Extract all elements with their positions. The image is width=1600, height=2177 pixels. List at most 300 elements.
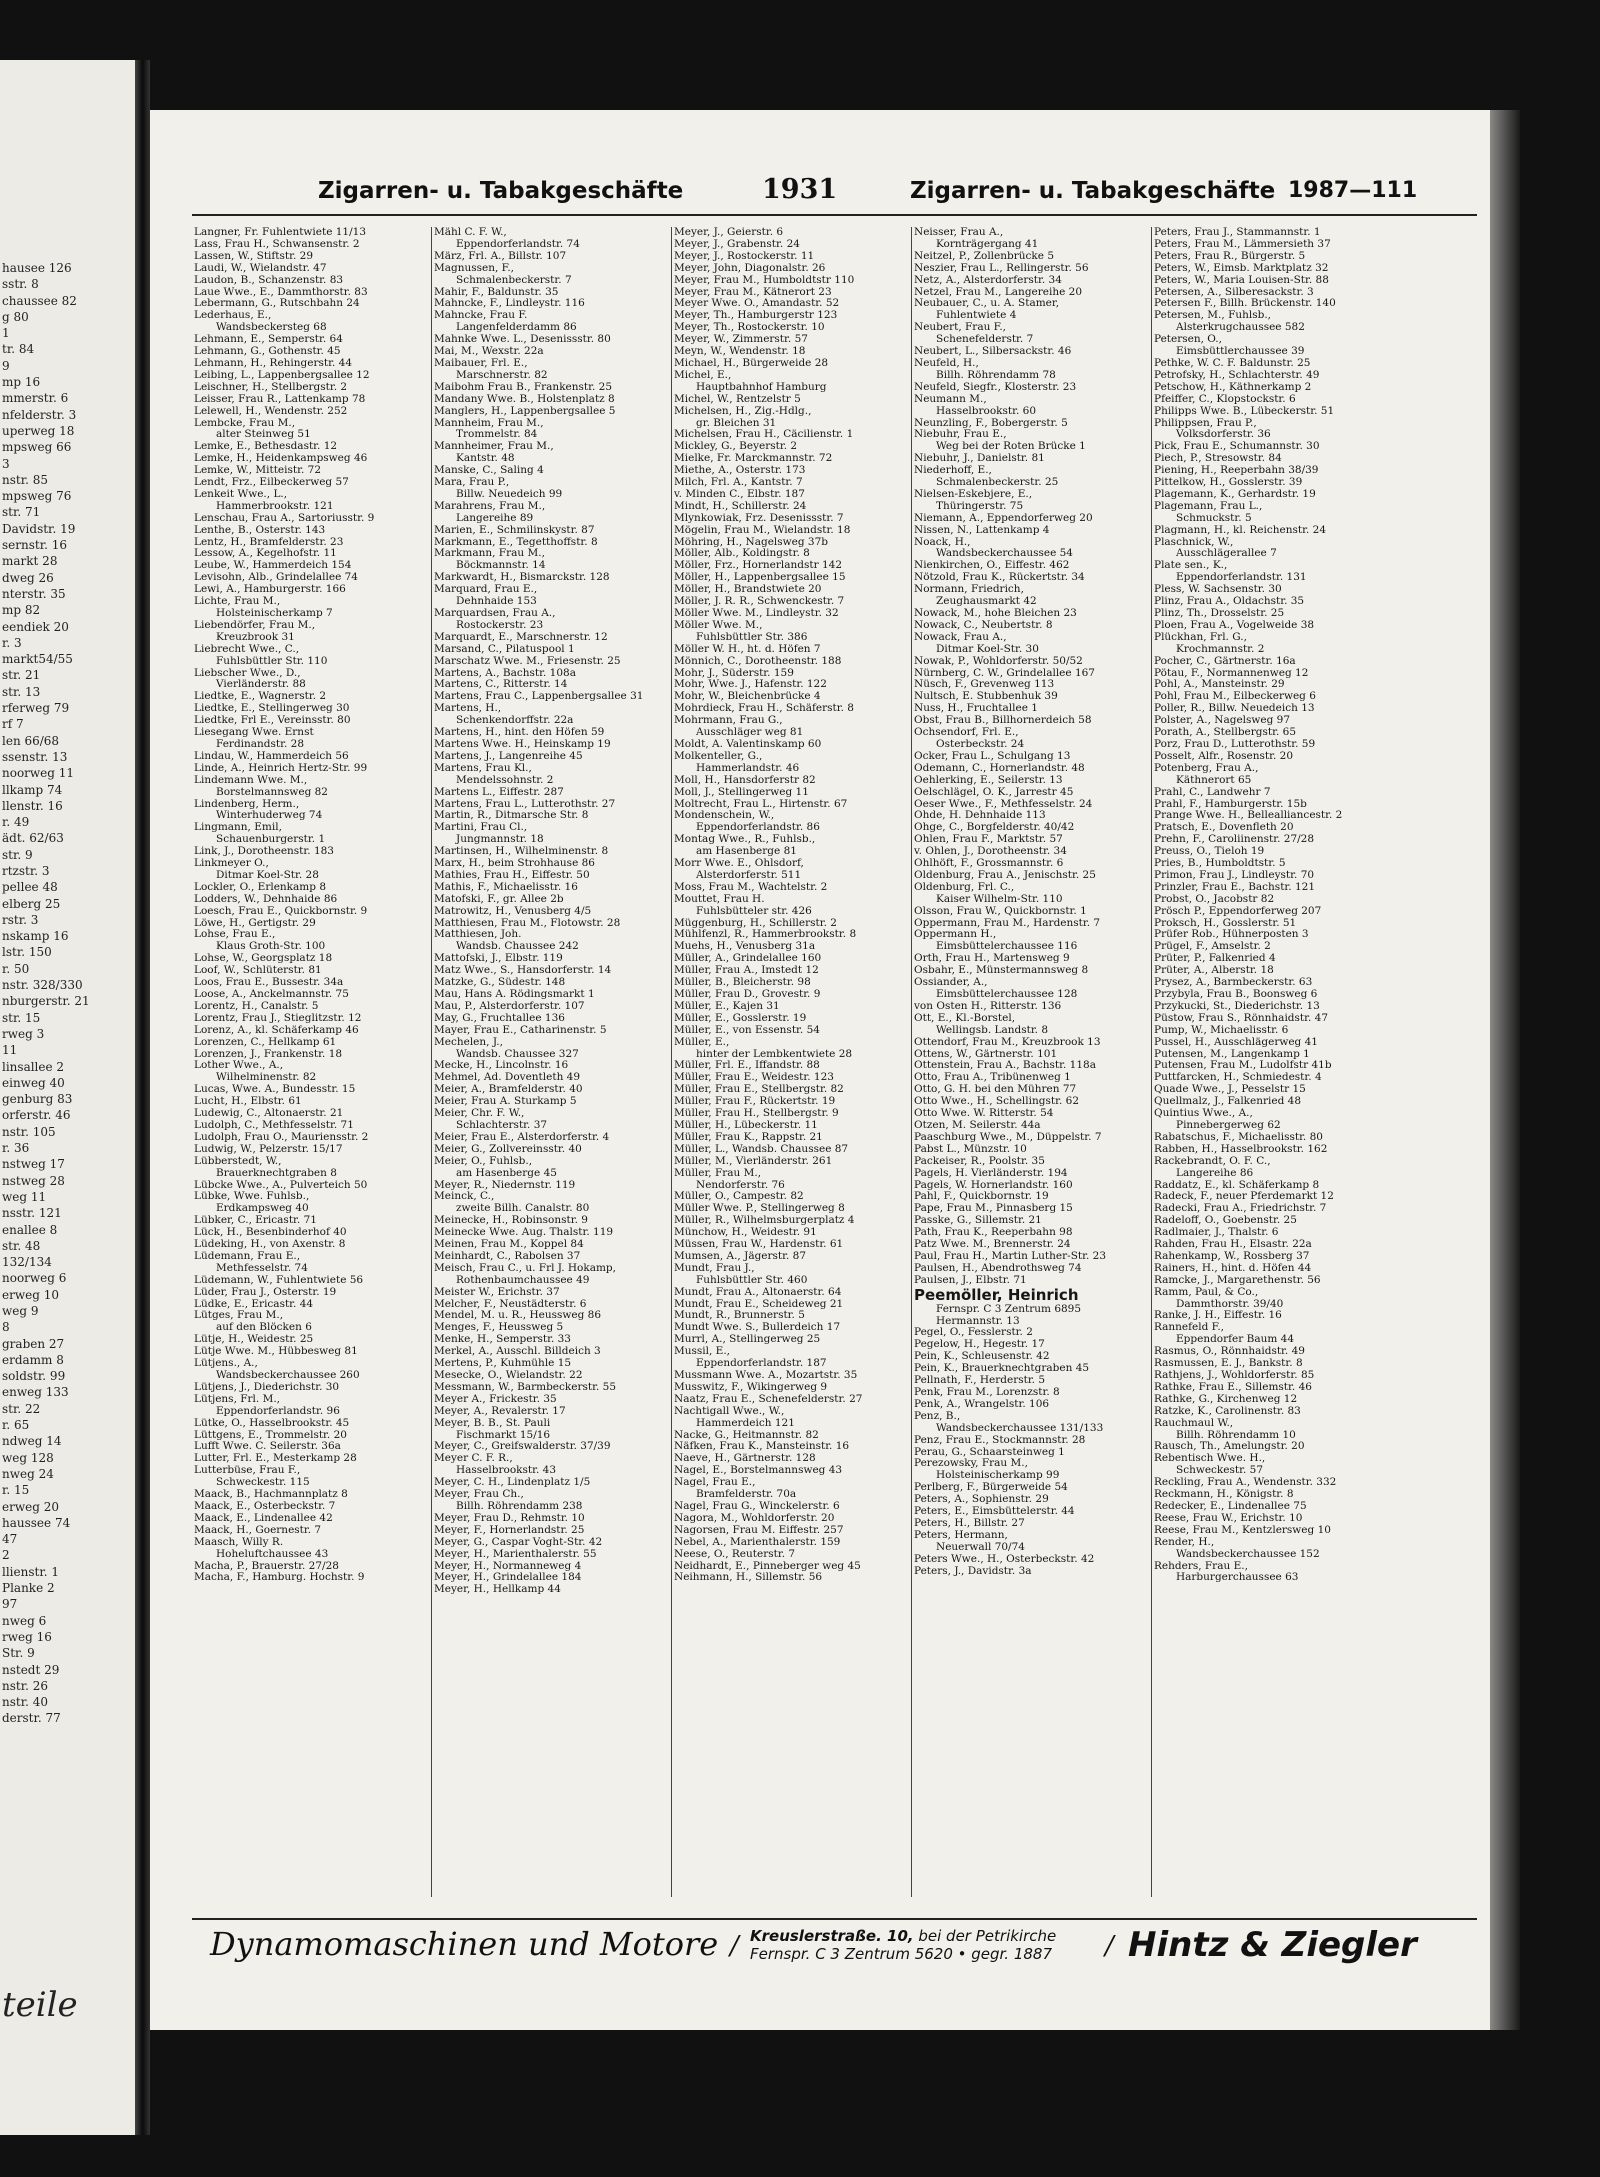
directory-entry: Michel, E.,: [674, 369, 732, 381]
directory-entry: Lütke, O., Hasselbrookstr. 45: [194, 1417, 350, 1429]
directory-entry: Müller, Frau M.,: [674, 1167, 762, 1179]
directory-entry: Pein, K., Schleusenstr. 42: [914, 1351, 1050, 1363]
directory-entry: Michael, H., Bürgerweide 28: [674, 357, 829, 369]
directory-entry: Lück, H., Besenbinderhof 40: [194, 1227, 347, 1239]
directory-entry: Pötau, F., Normannenweg 12: [1154, 667, 1309, 679]
directory-entry: Lebermann, G., Rutschbahn 24: [194, 298, 360, 310]
directory-entry: Path, Frau K., Reeperbahn 98: [914, 1227, 1073, 1239]
directory-entry: Rasmussen, E. J., Bankstr. 8: [1154, 1358, 1303, 1370]
directory-entry: Thüringerstr. 75: [936, 500, 1024, 512]
directory-entry: Pape, Frau M., Pinnasberg 15: [914, 1203, 1073, 1215]
directory-entry: Peters, A., Sophienstr. 29: [914, 1494, 1049, 1506]
directory-entry: Reckling, Frau A., Wendenstr. 332: [1154, 1477, 1337, 1489]
directory-entry: Perezowsky, Frau M.,: [914, 1458, 1028, 1470]
listing-column-5: [1154, 227, 1386, 1584]
directory-entry: Leibing, L., Lappenbergsallee 12: [194, 369, 370, 381]
directory-entry: Marien, E., Schmilinskystr. 87: [434, 524, 595, 536]
directory-entry: Ocker, Frau L., Schulgang 13: [914, 750, 1071, 762]
directory-entry: Pellnath, F., Herderstr. 5: [914, 1375, 1046, 1387]
directory-entry: Lass, Frau H., Schwansenstr. 2: [194, 238, 360, 250]
directory-entry: Ditmar Koel-Str. 30: [936, 643, 1039, 655]
directory-entry: Nowak, P., Wohldorferstr. 50/52: [914, 655, 1083, 667]
directory-entry: Primon, Frau J., Lindleystr. 70: [1154, 869, 1315, 881]
directory-entry: Peters, Frau R., Bürgerstr. 5: [1154, 250, 1306, 262]
directory-entry: Lederhaus, E.,: [194, 310, 272, 322]
directory-entry: Mesecke, O., Wielandstr. 22: [434, 1370, 583, 1381]
directory-entry: Mondenschein, W.,: [674, 810, 775, 822]
directory-entry: Winterhuderweg 74: [216, 810, 323, 822]
directory-entry: Redecker, E., Lindenallee 75: [1154, 1500, 1307, 1512]
directory-entry: Nowack, M., hohe Bleichen 23: [914, 608, 1077, 619]
left-page-line: ssenstr. 13: [2, 749, 68, 764]
directory-entry: Rathjens, J., Wohldorferstr. 85: [1154, 1370, 1315, 1381]
directory-entry: Lübberstedt, W.,: [194, 1155, 282, 1167]
directory-entry: Lutter, Frl. E., Mesterkamp 28: [194, 1453, 357, 1465]
directory-entry: Mandany Wwe. B., Holstenplatz 8: [434, 393, 615, 405]
directory-entry: Manske, C., Saling 4: [434, 465, 544, 477]
directory-entry: Mathies, Frau H., Eiffestr. 50: [434, 869, 590, 881]
directory-entry: Martens Wwe. H., Heinskamp 19: [434, 738, 611, 750]
directory-entry: Lorenz, A., kl. Schäferkamp 46: [194, 1024, 359, 1036]
directory-entry: Peters, H., Billstr. 27: [914, 1517, 1025, 1529]
directory-entry: Maack, E., Lindenallee 42: [194, 1512, 333, 1524]
directory-entry: Wandsb. Chaussee 242: [456, 941, 579, 953]
directory-entry: Osbahr, E., Münstermannsweg 8: [914, 965, 1089, 977]
directory-entry: Ottenstein, Frau A., Bachstr. 118a: [914, 1060, 1096, 1072]
directory-entry: Eppendorferlandstr. 74: [456, 238, 580, 250]
directory-entry: Pittelkow, H., Gosslerstr. 39: [1154, 477, 1303, 489]
left-page-line: nstr. 40: [2, 1695, 49, 1710]
directory-entry: Lucht, H., Elbstr. 61: [194, 1096, 302, 1108]
directory-entry: Lemke, E., Bethesdastr. 12: [194, 441, 338, 453]
directory-entry: Netz, A., Alsterdorferstr. 34: [914, 274, 1062, 286]
directory-entry: Marx, H., beim Strohhause 86: [434, 858, 595, 870]
directory-entry: Hasselbrookstr. 60: [936, 405, 1037, 417]
directory-entry: Matthiesen, Joh.: [434, 929, 522, 941]
directory-entry: Meinecke, H., Robinsonstr. 9: [434, 1215, 588, 1227]
directory-entry: Möller Wwe. M.,: [674, 619, 763, 631]
directory-entry: Ott, E., Kl.-Borstel,: [914, 1012, 1016, 1024]
left-page-footer: teile: [2, 1985, 78, 2025]
directory-entry: Marquard, Frau E.,: [434, 584, 538, 596]
directory-entry: Nagora, M., Wohldorferstr. 20: [674, 1512, 835, 1524]
directory-entry: Ottendorf, Frau M., Kreuzbrook 13: [914, 1036, 1101, 1048]
directory-entry: Meinck, C.,: [434, 1191, 495, 1203]
left-page-line: Planke 2: [2, 1581, 55, 1596]
directory-entry: Meier, A., Bramfelderstr. 40: [434, 1084, 583, 1096]
directory-entry: Rahden, Frau H., Elsastr. 22a: [1154, 1239, 1312, 1251]
ad-street: Kreuslerstraße. 10,: [750, 1927, 914, 1945]
directory-entry: Maack, E., Osterbeckstr. 7: [194, 1500, 336, 1512]
directory-entry: Rehders, Frau E.,: [1154, 1560, 1248, 1572]
directory-entry: Schenefelderstr. 7: [936, 334, 1034, 346]
directory-entry: Meinhardt, C., Rabolsen 37: [434, 1250, 581, 1262]
directory-entry: Mahncke, F., Lindleystr. 116: [434, 298, 585, 310]
directory-entry: Mathis, F., Michaelisstr. 16: [434, 881, 578, 893]
directory-entry: Moss, Frau M., Wachtelstr. 2: [674, 881, 828, 893]
directory-entry: Pegelow, H., Hegestr. 17: [914, 1339, 1045, 1351]
directory-entry: Nuss, H., Fruchtallee 1: [914, 703, 1038, 715]
directory-entry: Mussil, E.,: [674, 1346, 731, 1358]
left-page-line: Str. 9: [2, 1646, 35, 1661]
directory-entry: Ausschläger weg 81: [696, 727, 804, 739]
directory-entry: Manglers, H., Lappenbergsallee 5: [434, 405, 616, 417]
directory-entry: Milch, Frl. A., Kantstr. 7: [674, 477, 803, 489]
left-page-line: haussee 74: [2, 1515, 71, 1530]
directory-entry: Otto Wwe. W. Ritterstr. 54: [914, 1108, 1054, 1120]
directory-entry: Paul, Frau H., Martin Luther-Str. 23: [914, 1250, 1107, 1262]
directory-entry: Ohde, H. Dehnhaide 113: [914, 810, 1046, 822]
directory-entry: Moltrecht, Frau L., Hirtenstr. 67: [674, 798, 848, 810]
directory-entry: Lenthe, B., Osterstr. 143: [194, 524, 326, 536]
directory-entry: Perau, G., Schaarsteinweg 1: [914, 1446, 1065, 1458]
directory-entry: Peters, W., Maria Louisen-Str. 88: [1154, 274, 1329, 286]
left-page-line: nstweg 28: [2, 1173, 65, 1188]
directory-entry: Rahenkamp, W., Rossberg 37: [1154, 1250, 1310, 1262]
directory-entry: Lütges, Frau M.,: [194, 1310, 284, 1322]
left-page-line: rferweg 79: [2, 701, 70, 716]
directory-entry: Mouttet, Frau H.: [674, 893, 765, 905]
directory-entry: Levisohn, Alb., Grindelallee 74: [194, 572, 358, 584]
directory-entry: Lohse, Frau E.,: [194, 929, 276, 941]
directory-entry: Pocher, C., Gärtnerstr. 16a: [1154, 655, 1296, 667]
directory-entry: Müller, Frau A., Imstedt 12: [674, 965, 819, 977]
column-divider: [1151, 227, 1152, 1897]
directory-entry: Meyer, J., Geierstr. 6: [674, 227, 784, 238]
left-page-line: 1: [2, 326, 10, 341]
directory-entry: Penz, Frau E., Stockmannstr. 28: [914, 1434, 1086, 1446]
directory-entry: Obst, Frau B., Billhornerdeich 58: [914, 715, 1092, 727]
directory-entry: Pahl, F., Quickbornstr. 19: [914, 1191, 1049, 1203]
left-page-line: r. 36: [2, 1141, 30, 1156]
directory-entry: Rabben, H., Hasselbrookstr. 162: [1154, 1143, 1328, 1155]
left-page-line: nstweg 17: [2, 1157, 65, 1172]
directory-entry: Martens, Frau Kl.,: [434, 762, 532, 774]
running-header-left: Zigarren- u. Tabakgeschäfte: [318, 178, 684, 204]
directory-entry: Liedtke, E., Wagnerstr. 2: [194, 691, 327, 703]
left-page-line: r. 50: [2, 961, 30, 976]
directory-entry: Billw. Neuedeich 99: [456, 488, 563, 500]
left-page-line: sstr. 8: [2, 277, 39, 292]
directory-entry: Oehlerking, E., Seilerstr. 13: [914, 774, 1063, 786]
directory-entry: Przykucki, St., Diederichstr. 13: [1154, 1000, 1320, 1012]
directory-entry: Loos, Frau E., Bussestr. 34a: [194, 977, 344, 989]
directory-entry: Oldenburg, Frl. C.,: [914, 881, 1015, 893]
directory-entry: Müller, E.,: [674, 1036, 730, 1048]
directory-entry: Meyn, W., Wendenstr. 18: [674, 346, 806, 358]
directory-entry: Pagels, H. Vierländerstr. 194: [914, 1167, 1068, 1179]
left-page-line: weg 128: [2, 1450, 54, 1465]
directory-entry: Pless, W. Sachsenstr. 30: [1154, 584, 1282, 596]
left-page-line: nstr. 85: [2, 472, 49, 487]
directory-entry: Prange Wwe. H., Bellealliancestr. 2: [1154, 810, 1343, 822]
directory-entry: Hoheluftchaussee 43: [216, 1548, 329, 1560]
directory-entry: Meyer C. F. R.,: [434, 1453, 513, 1465]
directory-entry: Mendel, M. u. R., Heussweg 86: [434, 1310, 602, 1322]
listing-column-1: [194, 227, 426, 1584]
directory-entry: May, G., Fruchtallee 136: [434, 1012, 565, 1024]
directory-entry: Perlberg, F., Bürgerweide 54: [914, 1482, 1068, 1494]
directory-entry: Ludwig, W., Pelzerstr. 15/17: [194, 1143, 343, 1155]
directory-entry: Preuss, O., Tieloh 19: [1154, 846, 1265, 858]
directory-entry: Neunzling, F., Bobergerstr. 5: [914, 417, 1068, 429]
directory-entry: Neubert, L., Silbersackstr. 46: [914, 346, 1072, 358]
directory-entry: Petschow, H., Käthnerkamp 2: [1154, 381, 1312, 393]
directory-entry: Rackebrandt, O. F. C.,: [1154, 1155, 1271, 1167]
directory-entry: Murrl, A., Stellingerweg 25: [674, 1334, 821, 1346]
directory-entry: Matthiesen, Frau M., Flotowstr. 28: [434, 917, 621, 929]
directory-entry: Meyer, Frau M., Kätnerort 23: [674, 286, 832, 298]
directory-entry: Eppendorfer Baum 44: [1176, 1334, 1294, 1346]
directory-entry: Maibauer, Frl. E.,: [434, 357, 528, 369]
directory-entry: Lingmann, Emil,: [194, 822, 282, 834]
directory-entry: Marquardsen, Frau A.,: [434, 608, 556, 619]
directory-entry: Pussel, H., Ausschlägerweg 41: [1154, 1036, 1318, 1048]
directory-entry: Lüder, Frau J., Osterstr. 19: [194, 1286, 337, 1298]
directory-entry: Ottens, W., Gärtnerstr. 101: [914, 1048, 1058, 1060]
directory-entry: Ludolph, Frau O., Mauriensstr. 2: [194, 1131, 369, 1143]
directory-entry: Mattofski, J., Elbstr. 119: [434, 953, 563, 965]
directory-entry: Meier, Frau A. Sturkamp 5: [434, 1096, 577, 1108]
left-page-line: lstr. 150: [2, 945, 52, 960]
directory-entry: Oelschlägel, O. K., Jarrestr 45: [914, 786, 1074, 798]
directory-entry: Billh. Röhrendamm 78: [936, 369, 1056, 381]
directory-entry: Prösch P., Eppendorferweg 207: [1154, 905, 1322, 917]
directory-entry: Niebuhr, J., Danielstr. 81: [914, 453, 1045, 465]
directory-entry: Mohr, W., Bleichenbrücke 4: [674, 691, 821, 703]
directory-entry: Liebrecht Wwe., C.,: [194, 643, 300, 655]
directory-entry: Martens L., Eiffestr. 287: [434, 786, 564, 798]
directory-entry: Mundt, Frau A., Altonaerstr. 64: [674, 1286, 842, 1298]
directory-entry: Nielsen-Eskebjere, E.,: [914, 488, 1033, 500]
directory-entry: Oppermann H.,: [914, 929, 997, 941]
directory-entry: Mara, Frau P.,: [434, 477, 510, 489]
directory-entry: Möller, Alb., Koldingstr. 8: [674, 548, 810, 560]
directory-entry: Näfken, Frau K., Mansteinstr. 16: [674, 1441, 850, 1453]
directory-entry: Lenschau, Frau A., Sartoriusstr. 9: [194, 512, 375, 524]
directory-entry: Paaschburg Wwe., M., Düppelstr. 7: [914, 1131, 1102, 1143]
directory-entry: Lorentz, H., Canalstr. 5: [194, 1000, 319, 1012]
left-page-line: genburg 83: [2, 1092, 73, 1107]
left-page-fragment: [0, 60, 135, 2135]
directory-entry: Noack, H.,: [914, 536, 971, 548]
directory-page: [150, 110, 1490, 2030]
directory-entry: Martens, J., Langenreihe 45: [434, 750, 583, 762]
left-page-line: einweg 40: [2, 1075, 65, 1090]
directory-entry: Lessow, A., Kegelhofstr. 11: [194, 548, 337, 560]
directory-entry: Potenberg, Frau A.,: [1154, 762, 1259, 774]
directory-entry: Reese, Frau W., Erichstr. 10: [1154, 1512, 1303, 1524]
directory-entry: Meyer, G., Caspar Voght-Str. 42: [434, 1536, 603, 1548]
directory-entry: Möhring, H., Nagelsweg 37b: [674, 536, 829, 548]
directory-entry: Borstelmannsweg 82: [216, 786, 328, 798]
directory-entry: Möller, H., Brandstwiete 20: [674, 584, 822, 596]
directory-entry: Putensen, M., Langenkamp 1: [1154, 1048, 1310, 1060]
directory-entry: Proksch, H., Gosslerstr. 51: [1154, 917, 1297, 929]
directory-entry: Rasmus, O., Rönnhaidstr. 49: [1154, 1346, 1305, 1358]
directory-entry: Lütjens, J., Diederichstr. 30: [194, 1381, 340, 1393]
left-page-line: nstr. 328/330: [2, 978, 83, 993]
directory-entry: Meinen, Frau M., Koppel 84: [434, 1239, 584, 1251]
directory-entry: Martens, H., hint. den Höfen 59: [434, 727, 605, 739]
directory-entry: Nowack, Frau A.,: [914, 631, 1007, 643]
directory-entry: Morr Wwe. E., Ohlsdorf,: [674, 858, 804, 870]
ad-address: [750, 1927, 1056, 1963]
left-page-line: Davidstr. 19: [2, 521, 76, 536]
directory-entry: Pein, K., Brauerknechtgraben 45: [914, 1363, 1090, 1375]
directory-entry: Nienkirchen, O., Eiffestr. 462: [914, 560, 1070, 572]
directory-entry: Nebel, A., Marienthalerstr. 159: [674, 1536, 841, 1548]
left-page-line: r. 15: [2, 1483, 30, 1498]
directory-entry: Eppendorferlandstr. 86: [696, 822, 820, 834]
directory-entry: Olsson, Frau W., Quickbornstr. 1: [914, 905, 1087, 917]
directory-entry: Fuhlsbütteler str. 426: [696, 905, 812, 917]
directory-entry: Pagels, W. Hornerlandstr. 160: [914, 1179, 1073, 1191]
directory-entry: Mohr, Wwe. J., Hafenstr. 122: [674, 679, 827, 691]
directory-entry: Mindt, H., Schillerstr. 24: [674, 500, 807, 512]
directory-entry: Rathke, G., Kirchenweg 12: [1154, 1393, 1298, 1405]
directory-entry: Quintius Wwe., A.,: [1154, 1108, 1253, 1120]
directory-entry: Macha, P., Brauerstr. 27/28: [194, 1560, 339, 1572]
left-page-line: rweg 16: [2, 1629, 52, 1644]
directory-entry: Wandsb. Chaussee 327: [456, 1048, 579, 1060]
directory-entry: Niemann, A., Eppendorferweg 20: [914, 512, 1093, 524]
directory-entry: Ohlhöft, F., Grossmannstr. 6: [914, 858, 1064, 870]
directory-entry: Laue Wwe., E., Dammthorstr. 83: [194, 286, 368, 298]
directory-entry: Müller, H., Lübeckerstr. 11: [674, 1119, 818, 1131]
directory-entry: Alsterkrugchaussee 582: [1176, 322, 1305, 334]
directory-entry: Neubert, Frau F.,: [914, 322, 1007, 334]
left-page-line: rtzstr. 3: [2, 863, 50, 878]
directory-entry: Meyer, Th., Rostockerstr. 10: [674, 322, 825, 334]
directory-entry: Passke, G., Sillemstr. 21: [914, 1215, 1042, 1227]
directory-entry: Lindemann Wwe. M.,: [194, 774, 308, 786]
directory-entry: Langereihe 89: [456, 512, 534, 524]
left-page-line: uperweg 18: [2, 423, 75, 438]
directory-entry: Markwardt, H., Bismarckstr. 128: [434, 572, 610, 584]
directory-entry: Rabatschus, F., Michaelisstr. 80: [1154, 1131, 1323, 1143]
directory-entry: Schenkendorffstr. 22a: [456, 715, 574, 727]
directory-entry: Moll, H., Hansdorferstr 82: [674, 774, 816, 786]
directory-entry: Montag Wwe., R., Fuhlsb.,: [674, 834, 816, 846]
directory-entry: Martens, H.,: [434, 703, 502, 715]
directory-entry: Mögelin, Frau M., Wielandstr. 18: [674, 524, 851, 536]
directory-entry: Fuhlsbüttler Str. 110: [216, 655, 328, 667]
directory-entry: Plaschnick, W.,: [1154, 536, 1234, 548]
directory-entry: Alsterdorferstr. 511: [696, 869, 802, 881]
directory-entry: Otto, Frau A., Tribünenweg 1: [914, 1072, 1071, 1084]
directory-entry: Langenfelderdamm 86: [456, 322, 577, 334]
left-page-line: nburgerstr. 21: [2, 994, 90, 1009]
directory-entry: Nagel, E., Borstelmannsweg 43: [674, 1465, 843, 1477]
ad-company-name: Hintz & Ziegler: [1128, 1925, 1417, 1965]
directory-entry: Nüsch, F., Grevenweg 113: [914, 679, 1055, 691]
left-page-line: str. 21: [2, 668, 41, 683]
directory-entry: Radecki, Frau A., Friedrichstr. 7: [1154, 1203, 1327, 1215]
directory-entry: Nacke, G., Heitmannstr. 82: [674, 1429, 819, 1441]
directory-entry: Lichte, Frau M.,: [194, 596, 281, 608]
directory-entry: Puttfarcken, H., Schmiedestr. 4: [1154, 1072, 1322, 1084]
directory-entry: Wandsbeckersteg 68: [216, 322, 327, 334]
directory-entry: Meyer, H., Normanneweg 4: [434, 1560, 582, 1572]
directory-entry: Billh. Röhrendamm 238: [456, 1500, 583, 1512]
directory-entry: Pohl, Frau M., Eilbeckerweg 6: [1154, 691, 1316, 703]
directory-entry: Meisch, Frau C., u. Frl J. Hokamp,: [434, 1262, 616, 1274]
directory-entry: Ramm, Paul, & Co.,: [1154, 1286, 1259, 1298]
left-page-line: ndweg 14: [2, 1434, 62, 1449]
directory-entry: Radeck, F., neuer Pferdemarkt 12: [1154, 1191, 1334, 1203]
directory-entry: Molkenteller, G.,: [674, 750, 763, 762]
directory-entry: Nachtigall Wwe., W.,: [674, 1405, 785, 1417]
directory-entry: Pick, Frau E., Schumannstr. 30: [1154, 441, 1320, 453]
directory-entry: Meyer, R., Niedernstr. 119: [434, 1179, 576, 1191]
directory-entry: Rauchmaul W.,: [1154, 1417, 1234, 1429]
directory-entry: Lüttgens, E., Trommelstr. 20: [194, 1429, 347, 1441]
left-page-line: nweg 24: [2, 1466, 54, 1481]
directory-entry: Polster, A., Nagelsweg 97: [1154, 715, 1291, 727]
directory-entry: Lorenzen, C., Hellkamp 61: [194, 1036, 337, 1048]
directory-entry: Martinsen, H., Wilhelminenstr. 8: [434, 846, 609, 858]
directory-entry: Penz, B.,: [914, 1410, 961, 1422]
header-year: 1931: [762, 174, 838, 205]
directory-entry: Peters, Hermann,: [914, 1529, 1008, 1541]
directory-entry: Petersen, O.,: [1154, 334, 1222, 346]
directory-entry: Mendelssohnstr. 2: [456, 774, 554, 786]
directory-entry: Nagorsen, Frau M. Eiffestr. 257: [674, 1524, 844, 1536]
directory-entry: zweite Billh. Canalstr. 80: [456, 1203, 590, 1215]
listing-column-3: [674, 227, 906, 1584]
directory-entry: Rostockerstr. 23: [456, 619, 544, 631]
directory-entry: Prinzler, Frau E., Bachstr. 121: [1154, 881, 1316, 893]
left-page-line: nweg 6: [2, 1613, 47, 1628]
directory-entry: Fuhlsbüttler Str. 386: [696, 631, 808, 643]
directory-entry: Michelsen, H., Zig.-Hdlg.,: [674, 405, 812, 417]
left-page-line: enweg 133: [2, 1385, 69, 1400]
directory-entry: Odemann, C., Hornerlandstr. 48: [914, 762, 1085, 774]
directory-entry: Nultsch, E. Stubbenhuk 39: [914, 691, 1058, 703]
left-page-line: soldstr. 99: [2, 1369, 66, 1384]
left-page-line: markt 28: [2, 554, 58, 569]
directory-entry: Lübcke Wwe., A., Pulverteich 50: [194, 1179, 368, 1191]
directory-entry: Lentz, H., Bramfelderstr. 23: [194, 536, 344, 548]
directory-entry: Lohse, W., Georgsplatz 18: [194, 953, 333, 965]
directory-entry: Packeiser, R., Poolstr. 35: [914, 1155, 1045, 1167]
directory-entry: Miethe, A., Osterstr. 173: [674, 465, 806, 477]
column-divider: [431, 227, 432, 1897]
directory-entry: Magnussen, F.,: [434, 262, 515, 274]
directory-entry: Wandsbeckerchaussee 260: [216, 1370, 360, 1381]
left-page-line: nfelderstr. 3: [2, 407, 77, 422]
directory-entry: Osterbeckstr. 24: [936, 738, 1025, 750]
directory-entry: Müller, Frau H., Stellbergstr. 9: [674, 1108, 839, 1120]
directory-entry: Philipps Wwe. B., Lübeckerstr. 51: [1154, 405, 1335, 417]
directory-entry: Hasselbrookstr. 43: [456, 1465, 557, 1477]
directory-entry: Ramcke, J., Margarethenstr. 56: [1154, 1274, 1321, 1286]
directory-entry: Quellmalz, J., Falkenried 48: [1154, 1096, 1302, 1108]
directory-entry: Wandsbeckerchaussee 54: [936, 548, 1073, 560]
left-page-line: str. 48: [2, 1238, 41, 1253]
directory-entry: Petersen, M., Fuhlsb.,: [1154, 310, 1272, 322]
directory-entry: Meyer, H., Grindelallee 184: [434, 1572, 582, 1584]
directory-entry: Orth, Frau H., Martensweg 9: [914, 953, 1070, 965]
directory-entry: Moldt, A. Valentinskamp 60: [674, 738, 822, 750]
directory-entry: Lindau, W., Hammerdeich 56: [194, 750, 349, 762]
book-gutter: [135, 60, 150, 2135]
directory-entry: Hammerbrookstr. 121: [216, 500, 334, 512]
left-page-line: rstr. 3: [2, 912, 39, 927]
directory-entry: Eimsbüttelerchaussee 128: [936, 989, 1078, 1000]
directory-entry: Marquardt, E., Marschnerstr. 12: [434, 631, 608, 643]
